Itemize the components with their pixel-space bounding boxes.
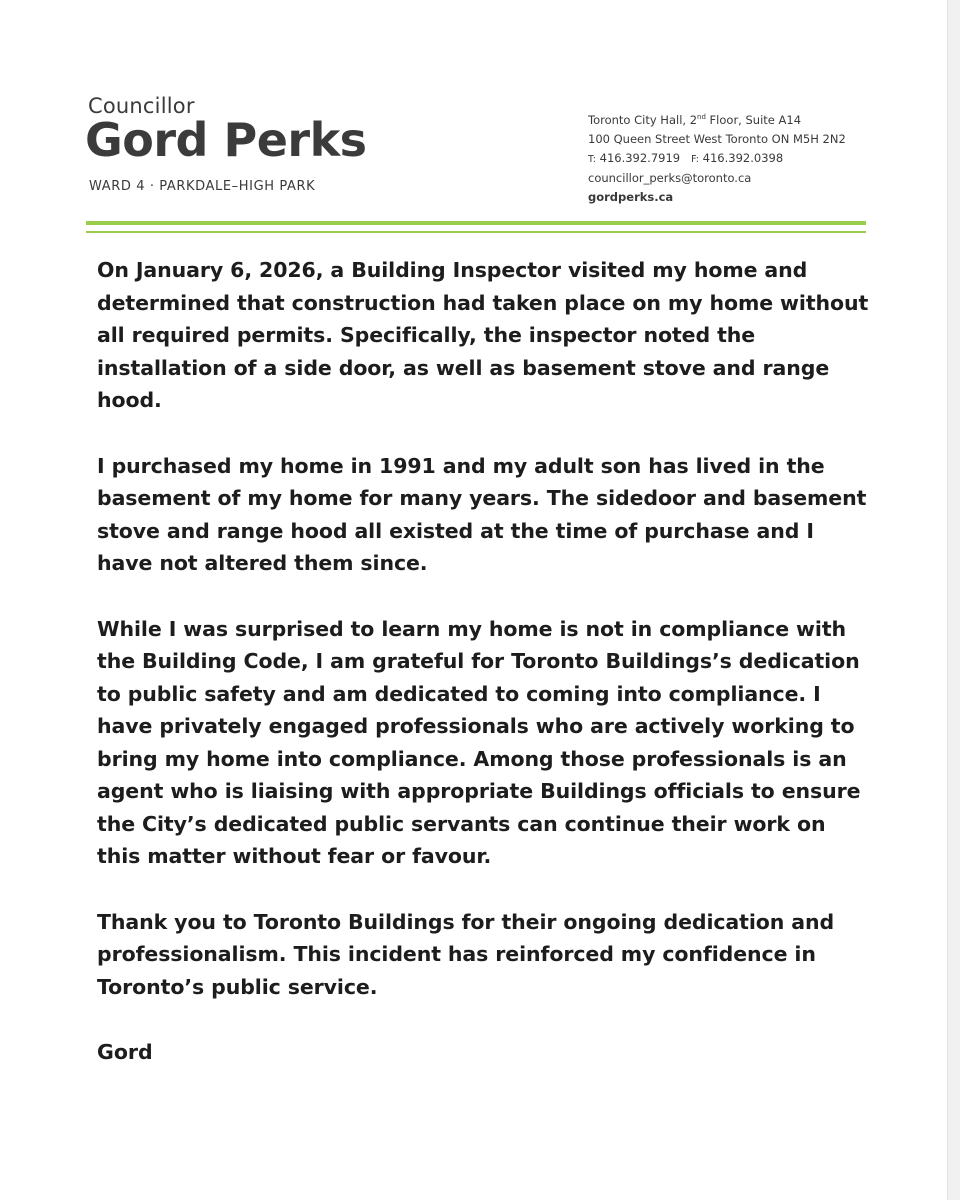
fax-number: 416.392.0398 — [702, 150, 784, 165]
letterhead-divider-thick — [86, 221, 866, 225]
paragraph-2: I purchased my home in 1991 and my adult son has lived in the basement of my home for many years. The sidedoor and basement stove and range hood all existed at the time of purchase and I have not altered them since. — [97, 453, 867, 575]
phone-fax-line: T: 416.392.7919 F: 416.392.0398 — [588, 150, 784, 165]
phone-number: 416.392.7919 — [599, 150, 681, 165]
ward-label: WARD 4 · PARKDALE–HIGH PARK — [89, 179, 316, 194]
paragraph-4: Thank you to Toronto Buildings for their ongoing dedication and professionalism. This incident has reinforced my confidence in Toronto’s public service. — [97, 909, 835, 999]
signature: Gord — [97, 1040, 153, 1064]
website-link[interactable]: gordperks.ca — [588, 189, 674, 204]
councillor-name: Gord Perks — [85, 113, 367, 167]
address-line-2: 100 Queen Street West Toronto ON M5H 2N2 — [588, 131, 846, 146]
address-line-1: Toronto City Hall, 2nd Floor, Suite A14 — [588, 112, 802, 127]
letterhead — [0, 0, 960, 240]
councillor-title: Councillor — [88, 94, 195, 118]
contact-block — [588, 108, 846, 207]
letterhead-divider-thin — [86, 231, 866, 233]
paragraph-3: While I was surprised to learn my home is not in compliance with the Building Code, I am grateful for Toronto Buildings’s dedication to public safety and am dedicated to coming into compliance. I have privately engaged professionals who are actively working to bring my home into compliance. Among those professionals is an agent who is liaising with appropriate Buildings officials to ensure the City’s dedicated public servants can continue their work on this matter without fear or favour. — [97, 616, 861, 868]
letter-body — [97, 254, 872, 1036]
email-link[interactable]: councillor_perks@toronto.ca — [588, 170, 752, 185]
paragraph-1: On January 6, 2026, a Building Inspector visited my home and determined that construction had taken place on my home without all required permits. Specifically, the inspector noted the installation of a side door, as well as basement stove and range hood. — [97, 258, 869, 412]
